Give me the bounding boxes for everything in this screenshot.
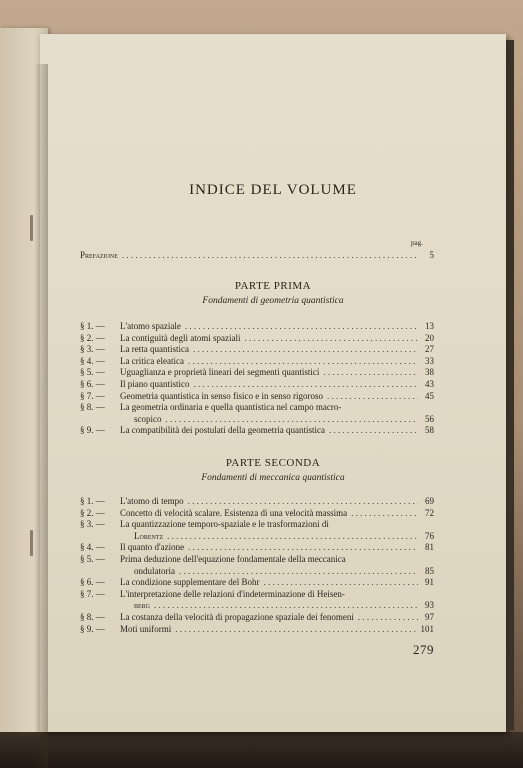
section-page: 27 (425, 344, 434, 355)
book-page (40, 34, 506, 732)
section-page: 76 (425, 530, 434, 541)
section-number: § 9. — (80, 425, 105, 436)
section-title: L'atomo spaziale (120, 321, 181, 331)
section-title-continuation: berg (134, 600, 151, 611)
section-number: § 9. — (80, 623, 105, 634)
section-page: 33 (425, 355, 434, 366)
toc-entry (80, 577, 434, 589)
section-number: § 2. — (80, 332, 105, 343)
section-page: 81 (425, 542, 434, 553)
book-bottom-edge (0, 732, 523, 768)
toc-part-2 (80, 496, 434, 635)
toc-entry (80, 367, 434, 379)
section-number: § 7. — (80, 588, 105, 599)
section-number: § 8. — (80, 611, 105, 622)
toc-entry (80, 356, 434, 368)
dot-leader (244, 333, 418, 345)
section-title: Geometria quantistica in senso fisico e in senso rigoroso (120, 390, 323, 401)
part-1-title: PARTE PRIMA (234, 280, 312, 292)
section-title: La costanza della velocità di propagazione spaziale dei fenomeni (120, 611, 354, 622)
dot-leader (194, 379, 419, 391)
section-page: 45 (425, 390, 434, 401)
dot-leader (323, 367, 418, 379)
toc-entry (80, 496, 434, 508)
section-page: 58 (425, 425, 434, 436)
section-page: 97 (425, 611, 434, 622)
section-title: Concetto di velocità scalare. Esistenza di una velocità massima (120, 507, 348, 518)
section-title: Il piano quantistico (120, 378, 190, 389)
section-title: Prima deduzione dell'equazione fondamentale della meccanica (120, 553, 346, 564)
section-number: § 6. — (80, 378, 105, 389)
section-page: 56 (425, 413, 434, 424)
toc-entry (80, 402, 434, 425)
section-title: Il quanto d'azione (120, 542, 185, 553)
dot-leader (188, 496, 418, 508)
section-title: La critica eleatica (120, 355, 184, 366)
section-title-continuation: scopico (134, 413, 162, 424)
part-2-subtitle: Fondamenti di meccanica quantistica (201, 473, 345, 483)
section-title-continuation: ondulatoria (134, 565, 175, 576)
section-page: 43 (425, 378, 434, 389)
section-title-continuation: Lorentz (134, 530, 164, 541)
toc-entry (80, 344, 434, 356)
toc-entry (80, 379, 434, 391)
section-page: 91 (425, 577, 434, 588)
dot-leader (188, 542, 418, 554)
toc-entry (80, 333, 434, 345)
toc-entry (80, 589, 434, 612)
dot-leader (329, 425, 418, 437)
toc-entry (80, 542, 434, 554)
section-number: § 3. — (80, 519, 105, 530)
dot-leader (263, 577, 418, 589)
section-page: 69 (425, 496, 434, 506)
page-title: INDICE DEL VOLUME (189, 182, 357, 198)
toc-entry (80, 612, 434, 624)
section-number: § 6. — (80, 577, 105, 588)
dot-leader (166, 414, 419, 426)
section-number: § 5. — (80, 553, 105, 564)
dot-leader (188, 356, 418, 368)
toc-entry (80, 554, 434, 577)
dot-leader (122, 250, 418, 260)
dot-leader (185, 321, 418, 333)
section-page: 38 (425, 367, 434, 378)
toc-entry (80, 519, 434, 542)
section-page: 93 (425, 600, 434, 611)
section-title: La condizione supplementare del Bohr (120, 577, 260, 588)
part-2-title: PARTE SECONDA (225, 457, 321, 469)
prefazione-label: Prefazione (80, 250, 118, 260)
section-title: La compatibilità dei postulati della geometria quantistica (120, 425, 325, 436)
section-title: Moti uniformi (120, 623, 172, 634)
section-number: § 1. — (80, 321, 105, 331)
spine-shadow (34, 64, 48, 768)
dot-leader (351, 508, 418, 520)
binding-staple-bottom (30, 530, 33, 556)
toc-prefazione (80, 250, 434, 260)
section-title: L'atomo di tempo (120, 496, 184, 506)
prefazione-page: 5 (429, 250, 434, 260)
toc-entry (80, 624, 434, 636)
binding-staple-top (30, 215, 33, 241)
pag-label: pag. (411, 239, 423, 247)
section-title: La contiguità degli atomi spaziali (120, 332, 241, 343)
section-page: 101 (420, 623, 434, 634)
section-number: § 7. — (80, 390, 105, 401)
section-page: 72 (425, 507, 434, 518)
section-number: § 8. — (80, 402, 105, 413)
page-number: 279 (413, 642, 434, 657)
section-number: § 3. — (80, 344, 105, 355)
dot-leader (167, 531, 418, 543)
toc-part-1 (80, 321, 434, 437)
section-number: § 2. — (80, 507, 105, 518)
dot-leader (154, 600, 418, 612)
part-1-subtitle: Fondamenti di geometria quantistica (202, 296, 344, 306)
section-page: 85 (425, 565, 434, 576)
section-number: § 4. — (80, 542, 105, 553)
section-title: La geometria ordinaria e quella quantistica nel campo macro- (120, 402, 342, 413)
section-title: Uguaglianza e proprietà lineari dei segmenti quantistici (120, 367, 320, 378)
toc-entry (80, 391, 434, 403)
section-title: L'interpretazione delle relazioni d'indeterminazione di Heisen- (120, 588, 345, 599)
section-number: § 5. — (80, 367, 105, 378)
section-title: La quantizzazione temporo-spaziale e le trasformazioni di (120, 519, 329, 530)
dot-leader (193, 344, 418, 356)
section-number: § 4. — (80, 355, 105, 366)
section-number: § 1. — (80, 496, 105, 506)
section-page: 20 (425, 332, 434, 343)
dot-leader (327, 391, 418, 403)
dot-leader (179, 566, 418, 578)
dot-leader (358, 612, 418, 624)
toc-entry (80, 425, 434, 437)
toc-entry (80, 321, 434, 333)
dot-leader (175, 624, 416, 636)
toc-entry (80, 508, 434, 520)
section-page: 13 (425, 321, 434, 331)
section-title: La retta quantistica (120, 344, 189, 355)
